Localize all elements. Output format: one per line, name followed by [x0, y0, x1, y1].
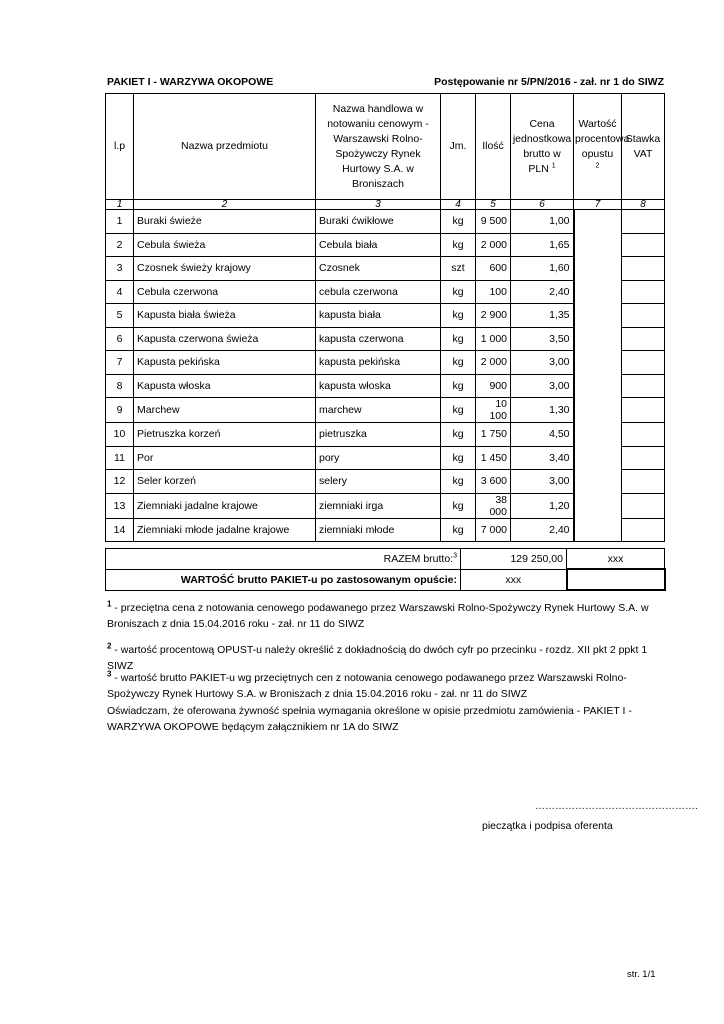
footnote-2-text: - wartość procentową OPUST-u należy określić z dokładnością do dwóch cyfr po przecinku - rozdz. XII pkt 2 ppkt 1 SIWZ — [107, 644, 648, 672]
header-qty: Ilość — [476, 94, 511, 200]
row-price: 3,00 — [511, 470, 574, 494]
row-price: 3,00 — [511, 351, 574, 375]
discounted-total-row — [106, 569, 665, 590]
vat-input[interactable] — [622, 280, 665, 304]
row-lp: 9 — [106, 398, 134, 423]
row-trade-name: kapusta pekińska — [316, 351, 441, 375]
row-price: 1,30 — [511, 398, 574, 423]
total-value: 129 250,00 — [461, 549, 567, 570]
footnote-2-mark: 2 — [107, 641, 112, 651]
total-label-cell — [106, 549, 461, 570]
header-lp: l.p — [106, 94, 134, 200]
row-qty: 10 100 — [476, 398, 511, 423]
table-row — [106, 210, 665, 234]
row-price: 2,40 — [511, 280, 574, 304]
row-unit: szt — [441, 257, 476, 281]
vat-input[interactable] — [622, 398, 665, 423]
row-lp: 5 — [106, 304, 134, 328]
column-index: 1 — [106, 200, 134, 210]
row-trade-name: selery — [316, 470, 441, 494]
header-name: Nazwa przedmiotu — [134, 94, 316, 200]
row-price: 3,50 — [511, 327, 574, 351]
row-price: 3,40 — [511, 446, 574, 470]
header-discount-footnote: 2 — [595, 162, 600, 169]
row-name: Buraki świeże — [134, 210, 316, 234]
row-trade-name: kapusta biała — [316, 304, 441, 328]
header-vat: Stawka VAT — [622, 94, 665, 200]
vat-input[interactable] — [622, 233, 665, 257]
header-trade-name: Nazwa handlowa w notowaniu cenowym - Warszawski Rolno-Spożywczy Rynek Hurtowy S.A. w Broniszach — [316, 94, 441, 200]
row-unit: kg — [441, 493, 476, 518]
header-discount-label: Wartość procentowa opustu — [575, 117, 630, 160]
row-name: Por — [134, 446, 316, 470]
row-unit: kg — [441, 374, 476, 398]
footnote-1-mark: 1 — [107, 599, 112, 609]
vat-input[interactable] — [622, 304, 665, 328]
row-trade-name: marchew — [316, 398, 441, 423]
column-index-row — [106, 200, 665, 210]
row-trade-name: pietruszka — [316, 423, 441, 447]
row-trade-name: ziemniaki młode — [316, 518, 441, 542]
discount-input[interactable] — [574, 210, 622, 542]
row-trade-name: kapusta czerwona — [316, 327, 441, 351]
row-qty: 1 000 — [476, 327, 511, 351]
row-trade-name: Czosnek — [316, 257, 441, 281]
row-unit: kg — [441, 351, 476, 375]
column-index: 5 — [476, 200, 511, 210]
row-lp: 8 — [106, 374, 134, 398]
column-index: 7 — [574, 200, 622, 210]
vat-input[interactable] — [622, 493, 665, 518]
declaration-text: Oświadczam, że oferowana żywność spełnia wymagania określone w opisie przedmiotu zamówienia - PAKIET I - WARZYWA OKOPOWE będącym załącznikiem nr 1A do SIWZ — [107, 705, 632, 733]
vat-input[interactable] — [622, 470, 665, 494]
column-index: 6 — [511, 200, 574, 210]
row-name: Pietruszka korzeń — [134, 423, 316, 447]
row-name: Ziemniaki jadalne krajowe — [134, 493, 316, 518]
column-index: 8 — [622, 200, 665, 210]
header-price-footnote: 1 — [551, 162, 556, 169]
footnote-3-text: - wartość brutto PAKIET-u wg przeciętnych cen z notowania cenowego podawanego przez Warszawski Rolno-Spożywczy Rynek Hurtowy S.A. w Broniszach z dnia 15.04.2016 roku - zał. nr 11 do SIWZ — [107, 672, 627, 700]
row-qty: 900 — [476, 374, 511, 398]
row-price: 1,35 — [511, 304, 574, 328]
price-table — [105, 93, 665, 542]
row-trade-name: Cebula biała — [316, 233, 441, 257]
vat-input[interactable] — [622, 351, 665, 375]
row-lp: 1 — [106, 210, 134, 234]
row-unit: kg — [441, 280, 476, 304]
vat-input[interactable] — [622, 210, 665, 234]
row-unit: kg — [441, 233, 476, 257]
footnote-3 — [107, 670, 667, 702]
vat-input[interactable] — [622, 327, 665, 351]
row-unit: kg — [441, 210, 476, 234]
row-unit: kg — [441, 470, 476, 494]
row-price: 1,60 — [511, 257, 574, 281]
row-qty: 100 — [476, 280, 511, 304]
column-index: 4 — [441, 200, 476, 210]
row-lp: 13 — [106, 493, 134, 518]
row-qty: 2 900 — [476, 304, 511, 328]
row-qty: 38 000 — [476, 493, 511, 518]
vat-input[interactable] — [622, 446, 665, 470]
header-price — [511, 94, 574, 200]
row-lp: 7 — [106, 351, 134, 375]
row-lp: 12 — [106, 470, 134, 494]
signature-line: …………………………………………. — [535, 801, 698, 812]
row-lp: 10 — [106, 423, 134, 447]
row-name: Kapusta pekińska — [134, 351, 316, 375]
row-name: Ziemniaki młode jadalne krajowe — [134, 518, 316, 542]
row-price: 1,20 — [511, 493, 574, 518]
vat-input[interactable] — [622, 374, 665, 398]
row-lp: 6 — [106, 327, 134, 351]
row-price: 1,00 — [511, 210, 574, 234]
footnote-1 — [107, 600, 667, 632]
row-lp: 2 — [106, 233, 134, 257]
row-name: Marchew — [134, 398, 316, 423]
row-price: 2,40 — [511, 518, 574, 542]
row-trade-name: ziemniaki irga — [316, 493, 441, 518]
row-unit: kg — [441, 398, 476, 423]
row-unit: kg — [441, 446, 476, 470]
row-qty: 600 — [476, 257, 511, 281]
row-trade-name: Buraki ćwikłowe — [316, 210, 441, 234]
signature-label: pieczątka i podpisa oferenta — [482, 820, 613, 832]
total-placeholder: xxx — [567, 549, 665, 570]
total-row — [106, 549, 665, 570]
page-number: str. 1/1 — [627, 969, 656, 980]
row-name: Cebula świeża — [134, 233, 316, 257]
row-name: Kapusta włoska — [134, 374, 316, 398]
row-lp: 4 — [106, 280, 134, 304]
footnote-1-text: - przeciętna cena z notowania cenowego podawanego przez Warszawski Rolno-Spożywczy Rynek Hurtowy S.A. w Broniszach z dnia 15.04.2016 roku - zał. nr 11 do SIWZ — [107, 602, 649, 630]
row-lp: 14 — [106, 518, 134, 542]
row-price: 1,65 — [511, 233, 574, 257]
footnote-3-mark: 3 — [107, 669, 112, 679]
row-name: Cebula czerwona — [134, 280, 316, 304]
column-index: 3 — [316, 200, 441, 210]
row-trade-name: pory — [316, 446, 441, 470]
row-name: Czosnek świeży krajowy — [134, 257, 316, 281]
row-unit: kg — [441, 423, 476, 447]
row-qty: 1 750 — [476, 423, 511, 447]
row-lp: 11 — [106, 446, 134, 470]
table-header-row — [106, 94, 665, 200]
row-lp: 3 — [106, 257, 134, 281]
row-qty: 1 450 — [476, 446, 511, 470]
row-qty: 2 000 — [476, 351, 511, 375]
summary-table — [105, 548, 666, 591]
row-name: Kapusta biała świeża — [134, 304, 316, 328]
discounted-total-placeholder: xxx — [461, 569, 567, 590]
row-qty: 7 000 — [476, 518, 511, 542]
vat-input[interactable] — [622, 423, 665, 447]
discounted-total-input[interactable] — [567, 569, 665, 590]
row-name: Seler korzeń — [134, 470, 316, 494]
row-unit: kg — [441, 304, 476, 328]
row-qty: 2 000 — [476, 233, 511, 257]
vat-input[interactable] — [622, 518, 665, 542]
column-index: 2 — [134, 200, 316, 210]
discounted-total-label: WARTOŚĆ brutto PAKIET-u po zastosowanym opuście: — [106, 569, 461, 590]
row-qty: 3 600 — [476, 470, 511, 494]
row-trade-name: kapusta włoska — [316, 374, 441, 398]
header-unit: Jm. — [441, 94, 476, 200]
row-unit: kg — [441, 518, 476, 542]
row-trade-name: cebula czerwona — [316, 280, 441, 304]
row-price: 4,50 — [511, 423, 574, 447]
row-price: 3,00 — [511, 374, 574, 398]
row-unit: kg — [441, 327, 476, 351]
package-title: PAKIET I - WARZYWA OKOPOWE — [107, 76, 274, 88]
row-name: Kapusta czerwona świeża — [134, 327, 316, 351]
total-label: RAZEM brutto: — [383, 552, 454, 565]
header-discount — [574, 94, 630, 200]
row-qty: 9 500 — [476, 210, 511, 234]
header-price-label: Cena jednostkowa brutto w PLN — [512, 117, 572, 175]
vat-input[interactable] — [622, 257, 665, 281]
procedure-reference: Postępowanie nr 5/PN/2016 - zał. nr 1 do SIWZ — [434, 76, 664, 88]
total-footnote: 3 — [453, 552, 457, 560]
